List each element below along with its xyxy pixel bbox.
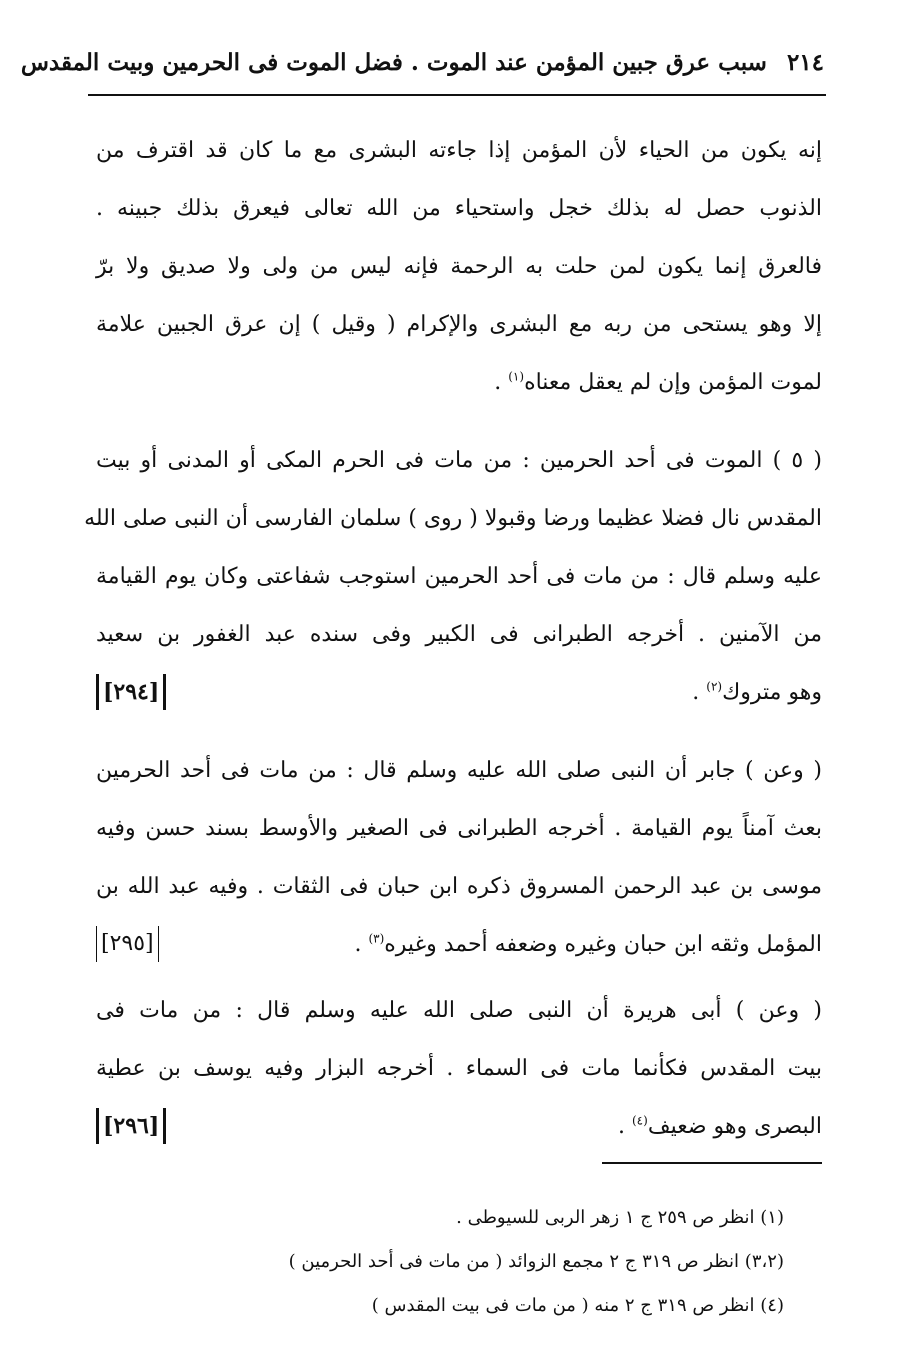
footnote-marker: (١) xyxy=(508,369,525,384)
hadith-reference-number: [٢٩٥] xyxy=(96,926,159,962)
line-text: البصرى وهو ضعيف xyxy=(647,1114,822,1139)
text-line: إلا وهو يستحى من ربه مع البشرى والإكرام ( وقيل ) إن عرق الجبين علامة xyxy=(96,312,822,337)
text-line: ( وعن ) جابر أن النبى صلى الله عليه وسلم قال : من مات فى أحد الحرمين xyxy=(96,758,822,783)
text-line: إنه يكون من الحياء لأن المؤمن إذا جاءته البشرى مع ما كان قد اقترف من xyxy=(96,138,822,163)
footnote-4: (٤) انظر ص ٣١٩ ج ٢ منه ( من مات فى بيت المقدس ) xyxy=(371,1295,784,1316)
footnote-marker: (٤) xyxy=(631,1113,648,1128)
footnote-separator xyxy=(602,1162,822,1164)
footnote-2-3: (٣،٢) انظر ص ٣١٩ ج ٢ مجمع الزوائد ( من مات فى أحد الحرمين ) xyxy=(288,1251,784,1272)
footnotes xyxy=(150,1196,784,1328)
hadith-reference-number: [٢٩٦] xyxy=(96,1108,166,1144)
text-line: الذنوب حصل له بذلك خجل واستحياء من الله تعالى فيعرق بذلك جبينه . xyxy=(96,196,822,221)
text-line: عليه وسلم قال : من مات فى أحد الحرمين استوجب شفاعتى وكان يوم القيامة xyxy=(96,564,822,589)
paragraph-2 xyxy=(84,432,823,722)
text-line-last xyxy=(96,354,822,412)
text-line: بعث آمناً يوم القيامة . أخرجه الطبرانى فى الصغير والأوسط بسند حسن وفيه xyxy=(96,816,822,841)
text-line: المقدس نال فضلا عظيما ورضا وقبولا ( روى ) سلمان الفارسى أن النبى صلى الله xyxy=(84,506,822,531)
line-text: لموت المؤمن وإن لم يعقل معناه xyxy=(524,370,822,395)
text-line: ( ٥ ) الموت فى أحد الحرمين : من مات فى الحرم المكى أو المدنى أو بيت xyxy=(96,448,823,473)
line-text: وهو متروك xyxy=(722,680,822,705)
text-line-last xyxy=(96,664,822,722)
footnote-marker: (٣) xyxy=(368,931,385,946)
header-rule xyxy=(88,94,826,96)
paragraph-3 xyxy=(96,742,822,974)
line-end: . xyxy=(617,1114,632,1139)
line-end: . xyxy=(354,932,369,957)
running-title: سبب عرق جبين المؤمن عند الموت . فضل الموت فى الحرمين وبيت المقدس xyxy=(20,48,767,76)
line-end: . xyxy=(494,370,509,395)
text-line-last xyxy=(96,1098,822,1156)
text-line: ( وعن ) أبى هريرة أن النبى صلى الله عليه وسلم قال : من مات فى xyxy=(96,998,822,1023)
footnote-marker: (٢) xyxy=(706,679,723,694)
line-text: المؤمل وثقه ابن حبان وغيره وضعفه أحمد وغيره xyxy=(384,932,822,957)
text-line: من الآمنين . أخرجه الطبرانى فى الكبير وفى سنده عبد الغفور بن سعيد xyxy=(96,622,822,647)
text-line-last xyxy=(96,916,822,974)
footnote-1: (١) انظر ص ٢٥٩ ج ١ زهر الربى للسيوطى . xyxy=(456,1207,784,1228)
running-header xyxy=(20,40,824,84)
text-line: فالعرق إنما يكون لمن حلت به الرحمة فإنه ليس من ولى ولا صديق ولا برّ xyxy=(96,254,822,279)
text-line: بيت المقدس فكأنما مات فى السماء . أخرجه البزار وفيه يوسف بن عطية xyxy=(96,1056,822,1081)
paragraph-1 xyxy=(96,122,822,412)
page-number: ٢١٤ xyxy=(786,48,824,76)
paragraph-4 xyxy=(96,982,822,1156)
text-line: موسى بن عبد الرحمن المسروق ذكره ابن حبان فى الثقات . وفيه عبد الله بن xyxy=(96,874,822,899)
line-end: . xyxy=(692,680,707,705)
hadith-reference-number: [٢٩٤] xyxy=(96,674,166,710)
